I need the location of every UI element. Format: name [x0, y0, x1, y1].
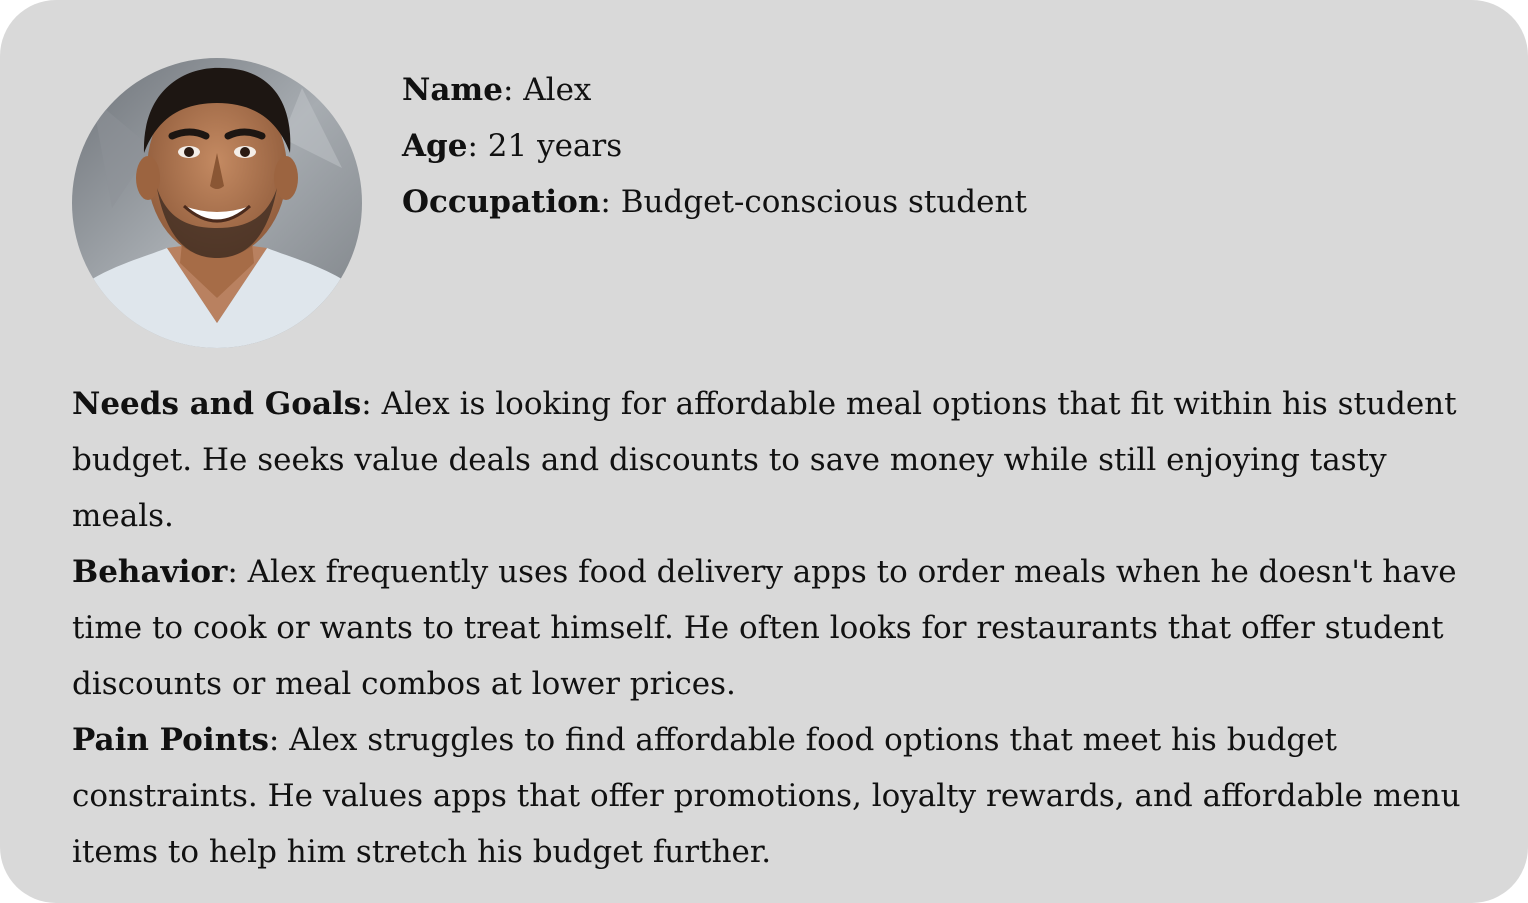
needs-and-goals-text: Alex is looking for affordable meal options that fit within his student budget. He seeks value deals and discounts to save money while still enjoying tasty meals.	[72, 386, 1457, 534]
name-label: Name	[402, 72, 503, 108]
avatar	[72, 58, 362, 348]
age-row: Age: 21 years	[402, 128, 623, 164]
age-value: 21 years	[487, 128, 623, 164]
needs-and-goals-section: Needs and Goals: Alex is looking for affordable meal options that fit within his student budget. He seeks value deals and discounts to save money while still enjoying tasty meals.	[72, 386, 1457, 534]
occupation-row: Occupation: Budget-conscious student	[402, 184, 1027, 220]
occupation-value: Budget-conscious student	[620, 184, 1027, 220]
age-label: Age	[402, 128, 468, 164]
pain-points-section: Pain Points: Alex struggles to find affordable food options that meet his budget constraints. He values apps that offer promotions, loyalty rewards, and affordable menu items to help him stretch his budget further.	[72, 722, 1461, 870]
behavior-label: Behavior	[72, 554, 228, 590]
behavior-section: Behavior: Alex frequently uses food delivery apps to order meals when he doesn't have time to cook or wants to treat himself. He often looks for restaurants that offer student discounts or meal combos at lower prices.	[72, 554, 1457, 702]
pain-points-label: Pain Points	[72, 722, 269, 758]
avatar-photo	[72, 58, 362, 348]
needs-and-goals-label: Needs and Goals	[72, 386, 362, 422]
pain-points-text: Alex struggles to find affordable food options that meet his budget constraints. He values apps that offer promotions, loyalty rewards, and affordable menu items to help him stretch his budget further.	[72, 722, 1461, 870]
name-value: Alex	[523, 72, 592, 108]
behavior-text: Alex frequently uses food delivery apps to order meals when he doesn't have time to cook or wants to treat himself. He often looks for restaurants that offer student discounts or meal combos at lower prices.	[72, 554, 1457, 702]
profile-info	[402, 62, 1027, 230]
persona-sections	[72, 376, 1462, 880]
occupation-label: Occupation	[402, 184, 601, 220]
name-row: Name: Alex	[402, 72, 592, 108]
